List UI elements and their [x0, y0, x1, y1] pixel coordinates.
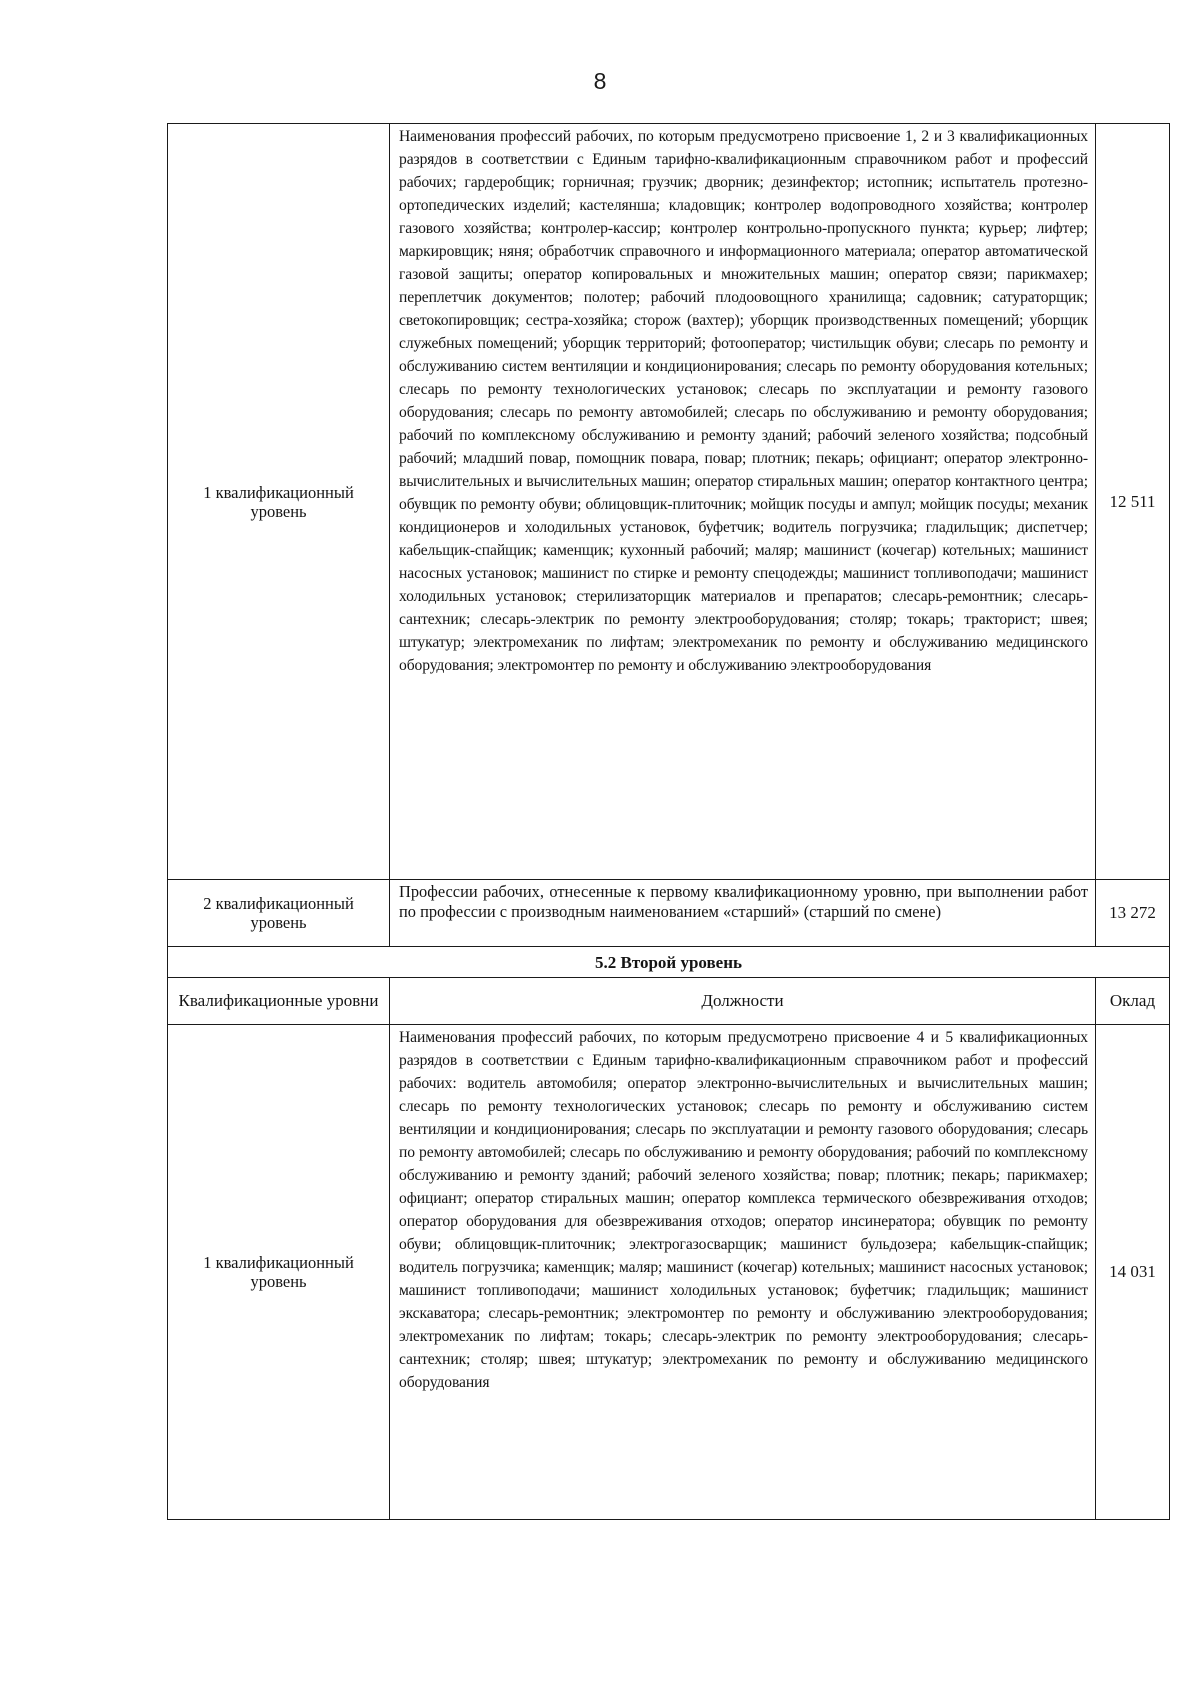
section-title: 5.2 Второй уровень: [168, 947, 1170, 978]
column-header-positions: Должности: [390, 978, 1096, 1025]
qualification-level-cell: 2 квалификационный уровень: [168, 880, 390, 947]
table-row: [168, 1025, 1170, 1520]
page-number: 8: [593, 68, 607, 94]
salary-cell: 14 031: [1096, 1025, 1170, 1520]
professions-description-cell: Наименования профессий рабочих, по которым предусмотрено присвоение 1, 2 и 3 квалификационных разрядов в соответствии с Единым тарифно-квалификационным справочником работ и профессий рабочих; гардеробщик; горничная; грузчик; дворник; дезинфектор; истопник; испытатель протезно-ортопедических изделий; кастелянша; кладовщик; контролер водопроводного хозяйства; контролер газового хозяйства; контролер-кассир; контролер контрольно-пропускного пункта; курьер; лифтер; маркировщик; няня; обработчик справочного и информационного материала; оператор автоматической газовой защиты; оператор копировальных и множительных машин; оператор связи; парикмахер; переплетчик документов; полотер; рабочий плодоовощного хранилища; садовник; сатураторщик; светокопировщик; сестра-хозяйка; сторож (вахтер); уборщик производственных помещений; уборщик служебных помещений; уборщик территорий; фотооператор; чистильщик обуви; слесарь по ремонту и обслуживанию систем вентиляции и кондиционирования; слесарь по ремонту оборудования котельных; слесарь по ремонту технологических установок; слесарь по эксплуатации и ремонту газового оборудования; слесарь по ремонту автомобилей; слесарь по обслуживанию и ремонту оборудования; рабочий по комплексному обслуживанию и ремонту зданий; рабочий зеленого хозяйства; подсобный рабочий; младший повар, помощник повара, повар; плотник; пекарь; официант; оператор электронно-вычислительных и вычислительных машин; оператор стиральных машин; оператор контактного центра; обувщик по ремонту обуви; облицовщик-плиточник; мойщик посуды и ампул; мойщик посуды; механик кондиционеров и холодильных установок, буфетчик; водитель погрузчика; гладильщик; диспетчер; кабельщик-спайщик; каменщик; кухонный рабочий; маляр; машинист (кочегар) котельных; машинист насосных установок; машинист по стирке и ремонту спецодежды; машинист топливоподачи; машинист холодильных установок; стерилизаторщик материалов и препаратов; слесарь-ремонтник; слесарь-сантехник; слесарь-электрик по ремонту электрооборудования; столяр; токарь; тракторист; швея; штукатур; электромеханик по лифтам; электромеханик по ремонту и обслуживанию медицинского оборудования; электромонтер по ремонту и обслуживанию электрооборудования: [390, 124, 1096, 880]
qualification-level-cell: 1 квалификационный уровень: [168, 124, 390, 880]
qualification-level-cell: 1 квалификационный уровень: [168, 1025, 390, 1520]
column-header-levels: Квалификационные уровни: [168, 978, 390, 1025]
column-header-salary: Оклад: [1096, 978, 1170, 1025]
table-row: [168, 880, 1170, 947]
table-row: [168, 124, 1170, 880]
professions-description-cell: Наименования профессий рабочих, по которым предусмотрено присвоение 4 и 5 квалификационных разрядов в соответствии с Единым тарифно-квалификационным справочником работ и профессий рабочих: водитель автомобиля; оператор электронно-вычислительных и вычислительных машин; слесарь по ремонту технологических установок; слесарь по ремонту и обслуживанию систем вентиляции и кондиционирования; слесарь по эксплуатации и ремонту газового оборудования; слесарь по ремонту автомобилей; слесарь по обслуживанию и ремонту оборудования; рабочий по комплексному обслуживанию и ремонту зданий; рабочий зеленого хозяйства; повар; плотник; пекарь; парикмахер; официант; оператор стиральных машин; оператор комплекса термического обезвреживания отходов; оператор оборудования для обезвреживания отходов; оператор инсинератора; обувщик по ремонту обуви; облицовщик-плиточник; электрогазосварщик; машинист бульдозера; кабельщик-спайщик; водитель погрузчика; каменщик; маляр; машинист (кочегар) котельных; машинист насосных установок; машинист топливоподачи; машинист холодильных установок; буфетчик; гладильщик; машинист экскаватора; слесарь-ремонтник; электромонтер по ремонту и обслуживанию электрооборудования; электромеханик по лифтам; токарь; слесарь-электрик по ремонту электрооборудования; слесарь-сантехник; столяр; швея; штукатур; электромеханик по ремонту и обслуживанию медицинского оборудования: [390, 1025, 1096, 1520]
salary-table: [167, 123, 1170, 1520]
professions-description-cell: Профессии рабочих, отнесенные к первому квалификационному уровню, при выполнении работ по профессии с производным наименованием «старший» (старший по смене): [390, 880, 1096, 947]
salary-cell: 13 272: [1096, 880, 1170, 947]
table-header-row: [168, 978, 1170, 1025]
section-title-row: [168, 947, 1170, 978]
salary-cell: 12 511: [1096, 124, 1170, 880]
